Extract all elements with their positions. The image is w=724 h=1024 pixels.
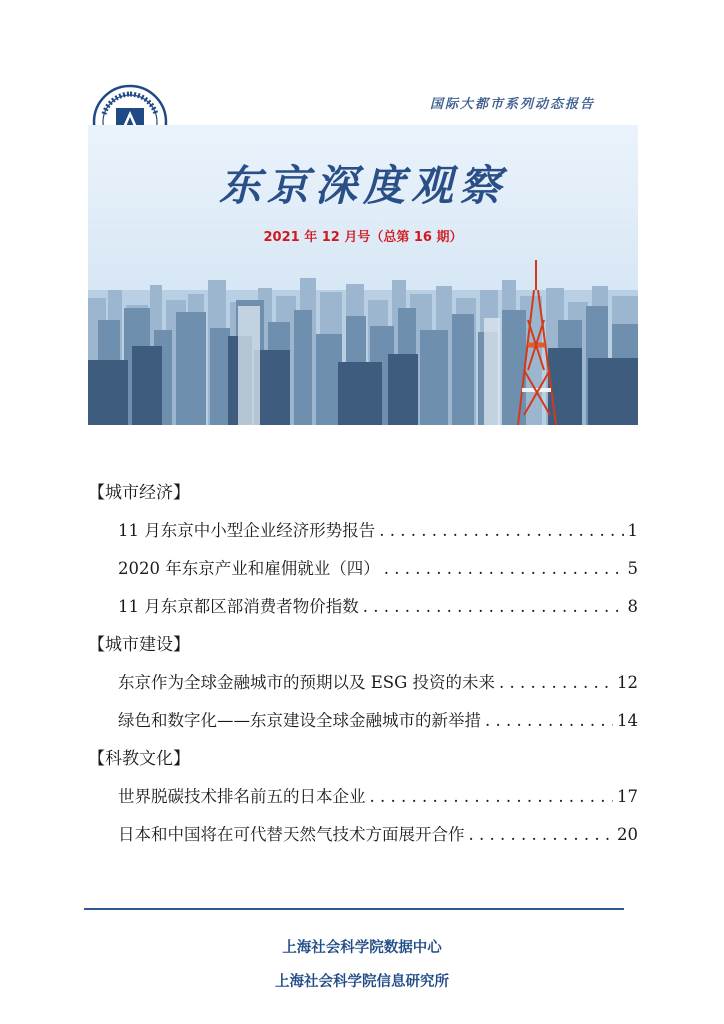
dot-leader	[370, 782, 614, 812]
toc-entry-title: 11 月东京都区部消费者物价指数	[118, 597, 359, 616]
series-title: 国际大都市系列动态报告	[430, 97, 596, 112]
toc-entry-page: 5	[627, 559, 638, 578]
toc-entry-title: 2020 年东京产业和雇佣就业（四）	[118, 559, 380, 578]
toc-entry[interactable]	[88, 820, 638, 858]
cover-banner	[88, 125, 638, 425]
toc-entry[interactable]	[88, 782, 638, 820]
toc-entry[interactable]	[88, 554, 638, 592]
toc-entry-page: 20	[617, 825, 638, 844]
section-heading-science-education-culture: 【科教文化】	[88, 749, 190, 769]
dot-leader	[499, 668, 613, 698]
cover-title: 东京深度观察	[218, 161, 507, 210]
dot-leader	[363, 592, 624, 622]
section-heading-urban-construction: 【城市建设】	[88, 635, 190, 655]
toc-entry[interactable]	[88, 516, 638, 554]
footer-divider	[84, 908, 624, 910]
toc-entry[interactable]	[88, 592, 638, 630]
dot-leader	[485, 706, 613, 736]
toc-entry-page: 12	[617, 673, 638, 692]
section-heading-urban-economy: 【城市经济】	[88, 483, 190, 503]
toc-entry-title: 东京作为全球金融城市的预期以及 ESG 投资的未来	[118, 673, 496, 692]
toc-entry-title: 11 月东京中小型企业经济形势报告	[118, 521, 376, 540]
dot-leader	[379, 516, 623, 546]
toc-entry-title: 世界脱碳技术排名前五的日本企业	[118, 787, 366, 806]
toc-entry-page: 1	[627, 521, 638, 540]
toc-entry-page: 17	[617, 787, 638, 806]
dot-leader	[469, 820, 614, 850]
toc-entry[interactable]	[88, 706, 638, 744]
dot-leader	[384, 554, 624, 584]
toc-entry-page: 8	[627, 597, 638, 616]
toc-entry[interactable]	[88, 668, 638, 706]
publisher-information-institute: 上海社会科学院信息研究所	[275, 974, 449, 990]
table-of-contents	[88, 478, 638, 858]
publisher-data-center: 上海社会科学院数据中心	[282, 940, 442, 956]
toc-entry-title: 日本和中国将在可代替天然气技术方面展开合作	[118, 825, 465, 844]
issue-label: 2021 年 12 月号（总第 16 期）	[263, 230, 463, 245]
tokyo-skyline-image	[88, 250, 638, 425]
toc-entry-page: 14	[617, 711, 638, 730]
toc-entry-title: 绿色和数字化——东京建设全球金融城市的新举措	[118, 711, 481, 730]
